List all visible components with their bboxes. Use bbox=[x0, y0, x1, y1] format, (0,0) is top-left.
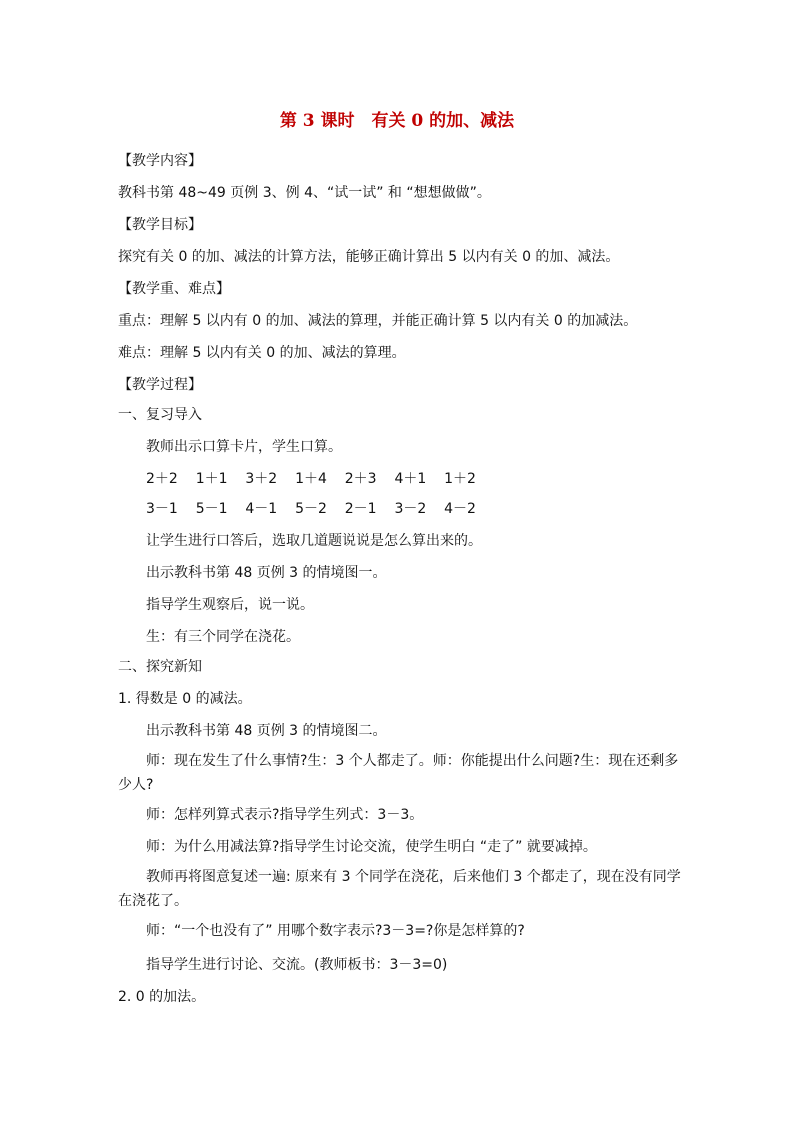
math-item: 2－1 bbox=[344, 501, 377, 517]
math-item: 4＋1 bbox=[394, 471, 427, 487]
process-heading: 【教学过程】 bbox=[118, 377, 202, 393]
paragraph-11: 师：“一个也没有了” 用哪个数字表示?3－3=?你是怎样算的? bbox=[146, 923, 525, 939]
part2-heading: 二、探究新知 bbox=[118, 659, 202, 675]
math-item: 2＋3 bbox=[344, 471, 377, 487]
paragraph-3: 出示教科书第 48 页例 3 的情境图一。 bbox=[146, 565, 387, 581]
sub2-heading: 2. 0 的加法。 bbox=[118, 989, 206, 1005]
paragraph-4: 指导学生观察后，说一说。 bbox=[146, 597, 314, 613]
paragraph-9: 师：为什么用减法算?指导学生讨论交流，使学生明白 “走了” 就要减掉。 bbox=[146, 839, 597, 855]
paragraph-6: 出示教科书第 48 页例 3 的情境图二。 bbox=[146, 723, 387, 739]
math-item: 1＋1 bbox=[195, 471, 228, 487]
content-text: 教科书第 48~49 页例 3、例 4、“试一试” 和 “想想做做”。 bbox=[118, 185, 491, 201]
part1-heading: 一、复习导入 bbox=[118, 407, 202, 423]
paragraph-8: 师：怎样列算式表示?指导学生列式：3－3。 bbox=[146, 807, 424, 823]
key-point: 重点：理解 5 以内有 0 的加、减法的算理，并能正确计算 5 以内有关 0 的加减法。 bbox=[118, 313, 638, 329]
paragraph-7: 师：现在发生了什么事情?生：3 个人都走了。师：你能提出什么问题?生：现在还剩多少人? bbox=[118, 753, 679, 793]
math-item: 5－1 bbox=[195, 501, 228, 517]
page-title: 第 3 课时 有关 0 的加、减法 bbox=[279, 111, 515, 131]
goal-heading: 【教学目标】 bbox=[118, 217, 202, 233]
difficult-point: 难点：理解 5 以内有关 0 的加、减法的算理。 bbox=[118, 345, 406, 361]
paragraph-2: 让学生进行口答后，选取几道题说说是怎么算出来的。 bbox=[146, 533, 482, 549]
math-item: 3－2 bbox=[394, 501, 427, 517]
math-item: 3－1 bbox=[146, 501, 178, 517]
subtraction-row bbox=[146, 499, 476, 519]
math-item: 4－1 bbox=[245, 501, 278, 517]
math-item: 1＋4 bbox=[295, 471, 327, 487]
paragraph-5: 生：有三个同学在浇花。 bbox=[146, 629, 300, 645]
math-item: 2＋2 bbox=[146, 471, 178, 487]
paragraph-10: 教师再将图意复述一遍: 原来有 3 个同学在浇花，后来他们 3 个都走了，现在没有同学在浇花了。 bbox=[118, 869, 681, 909]
paragraph-12: 指导学生进行讨论、交流。(教师板书：3－3=0) bbox=[146, 957, 448, 973]
goal-text: 探究有关 0 的加、减法的计算方法，能够正确计算出 5 以内有关 0 的加、减法。 bbox=[118, 249, 620, 265]
paragraph-1: 教师出示口算卡片，学生口算。 bbox=[146, 439, 342, 455]
math-item: 4－2 bbox=[444, 501, 476, 517]
math-item: 3＋2 bbox=[245, 471, 278, 487]
math-item: 5－2 bbox=[295, 501, 327, 517]
addition-row bbox=[146, 469, 476, 489]
key-heading: 【教学重、难点】 bbox=[118, 281, 230, 297]
math-item: 1＋2 bbox=[444, 471, 476, 487]
sub1-heading: 1. 得数是 0 的减法。 bbox=[118, 691, 252, 707]
content-heading: 【教学内容】 bbox=[118, 153, 202, 169]
